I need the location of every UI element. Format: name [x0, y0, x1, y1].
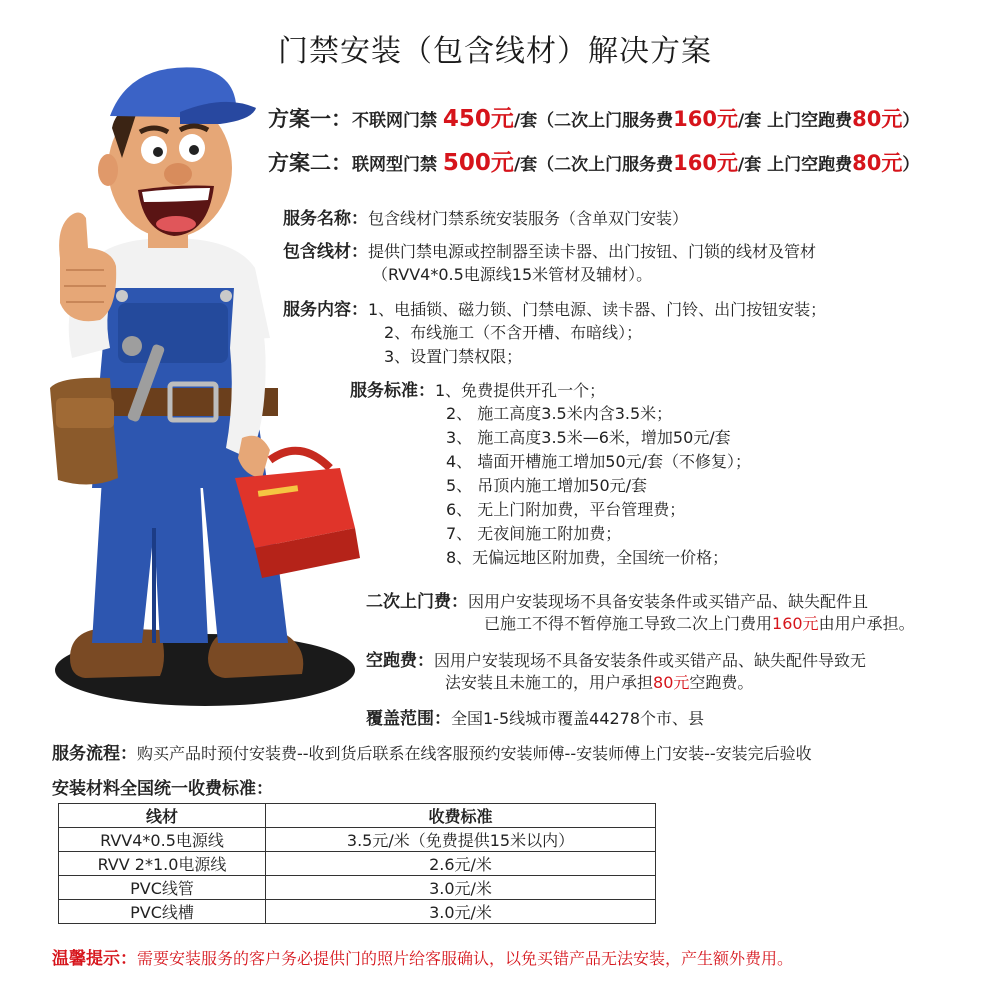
second-visit-line2-end: 由用户承担。	[818, 614, 915, 633]
second-visit-line2-text: 已施工不得不暂停施工导致二次上门费用	[484, 614, 773, 633]
service-standard-item: 7、 无夜间施工附加费；	[446, 524, 622, 543]
overall-legs	[92, 478, 208, 643]
table-cell: 3.0元/米	[266, 900, 656, 924]
materials-line1: 提供门禁电源或控制器至读卡器、出门按钮、门锁的线材及管材	[368, 242, 817, 261]
table-row	[59, 852, 656, 876]
materials-row	[283, 237, 816, 262]
page-title: 门禁安装（包含线材）解决方案	[278, 34, 712, 69]
service-content-row	[283, 295, 826, 320]
service-content-item: 1、电插锁、磁力锁、门禁电源、读卡器、门铃、出门按钮安装；	[368, 300, 827, 319]
second-visit-label: 二次上门费：	[366, 592, 468, 612]
thumbs-up-hand	[59, 212, 116, 321]
plan-unit2: /套 上门空跑费	[738, 155, 853, 175]
plan-unit2: /套 上门空跑费	[738, 111, 853, 131]
process-row	[52, 739, 812, 764]
empty-run-fee: 80元	[852, 107, 903, 131]
plan-price: 450元	[442, 106, 514, 132]
plan-close: ）	[902, 111, 920, 131]
plan-close: ）	[902, 155, 920, 175]
plan-unit: /套（二次上门服务费	[513, 155, 674, 175]
second-visit-fee: 160元	[673, 151, 738, 175]
materials-label: 包含线材：	[283, 242, 368, 262]
second-visit-line1: 因用户安装现场不具备安装条件或买错产品、缺失配件且	[468, 592, 869, 611]
table-row	[59, 828, 656, 852]
table-row	[59, 900, 656, 924]
table-header-row	[59, 804, 656, 828]
service-standard-item: 1、免费提供开孔一个；	[435, 381, 606, 400]
coverage-text: 全国1-5线城市覆盖44278个市、县	[451, 709, 705, 728]
plan-unit: /套（二次上门服务费	[513, 111, 674, 131]
service-content-item: 3、设置门禁权限；	[384, 347, 523, 366]
table-cell: 3.5元/米（免费提供15米以内）	[266, 828, 656, 852]
service-content-item: 2、布线施工（不含开槽、布暗线）；	[384, 323, 643, 342]
plan-type: 不联网门禁	[352, 111, 437, 131]
coverage-label: 覆盖范围：	[366, 709, 451, 729]
table-cell: RVV4*0.5电源线	[59, 828, 266, 852]
plan-two	[268, 144, 919, 177]
plan-name: 方案二：	[268, 151, 352, 175]
materials-line2: （RVV4*0.5电源线15米管材及辅材）。	[372, 265, 653, 284]
process-label: 服务流程：	[52, 744, 137, 764]
empty-run-row	[366, 646, 866, 671]
empty-run-line2-end: 空跑费。	[689, 673, 754, 692]
service-name-text: 包含线材门禁系统安装服务（含单双门安装）	[368, 209, 689, 228]
coverage-row	[366, 704, 704, 729]
service-standard-item: 6、 无上门附加费，平台管理费；	[446, 500, 686, 519]
empty-run-label: 空跑费：	[366, 651, 434, 671]
second-visit-amount: 160元	[772, 614, 819, 633]
tip-text: 需要安装服务的客户务必提供门的照片给客服确认，以免买错产品无法安装，产生额外费用。	[137, 949, 794, 968]
service-standard-label: 服务标准：	[350, 381, 435, 401]
table-cell: RVV 2*1.0电源线	[59, 852, 266, 876]
tip-label: 温馨提示：	[52, 949, 137, 969]
fee-table-heading: 安装材料全国统一收费标准：	[52, 779, 273, 799]
service-name-row	[283, 204, 688, 229]
table-cell: PVC线管	[59, 876, 266, 900]
second-visit-fee: 160元	[673, 107, 738, 131]
service-standard-row	[350, 376, 605, 401]
service-standard-item: 3、 施工高度3.5米—6米，增加50元/套	[446, 428, 731, 447]
table-cell: 2.6元/米	[266, 852, 656, 876]
empty-run-line1: 因用户安装现场不具备安装条件或买错产品、缺失配件导致无	[434, 651, 867, 670]
service-standard-item: 5、 吊顶内施工增加50元/套	[446, 476, 648, 495]
plan-price: 500元	[442, 150, 514, 176]
plan-one	[268, 100, 919, 133]
service-content-label: 服务内容：	[283, 300, 368, 320]
service-standard-item: 2、 施工高度3.5米内含3.5米；	[446, 404, 673, 423]
table-row	[59, 876, 656, 900]
plan-name: 方案一：	[268, 107, 352, 131]
plan-type: 联网型门禁	[352, 155, 437, 175]
empty-run-line2	[445, 670, 753, 693]
second-visit-row	[366, 587, 868, 612]
toolbox-handle	[270, 451, 330, 468]
empty-run-amount: 80元	[653, 673, 690, 692]
process-text: 购买产品时预付安装费--收到货后联系在线客服预约安装师傅--安装师傅上门安装--安装完后验收	[137, 744, 812, 763]
fee-table	[58, 803, 656, 924]
empty-run-fee: 80元	[852, 151, 903, 175]
second-visit-line2	[484, 611, 915, 634]
service-name-label: 服务名称：	[283, 209, 368, 229]
table-cell: 3.0元/米	[266, 876, 656, 900]
service-standard-item: 4、 墙面开槽施工增加50元/套（不修复）；	[446, 452, 752, 471]
column-header: 收费标准	[266, 804, 656, 828]
table-cell: PVC线槽	[59, 900, 266, 924]
tool-pouch	[50, 378, 118, 485]
warm-tip	[52, 944, 793, 969]
empty-run-line2-text: 法安装且未施工的，用户承担	[445, 673, 654, 692]
column-header: 线材	[59, 804, 266, 828]
service-standard-item: 8、无偏远地区附加费，全国统一价格；	[446, 548, 729, 567]
